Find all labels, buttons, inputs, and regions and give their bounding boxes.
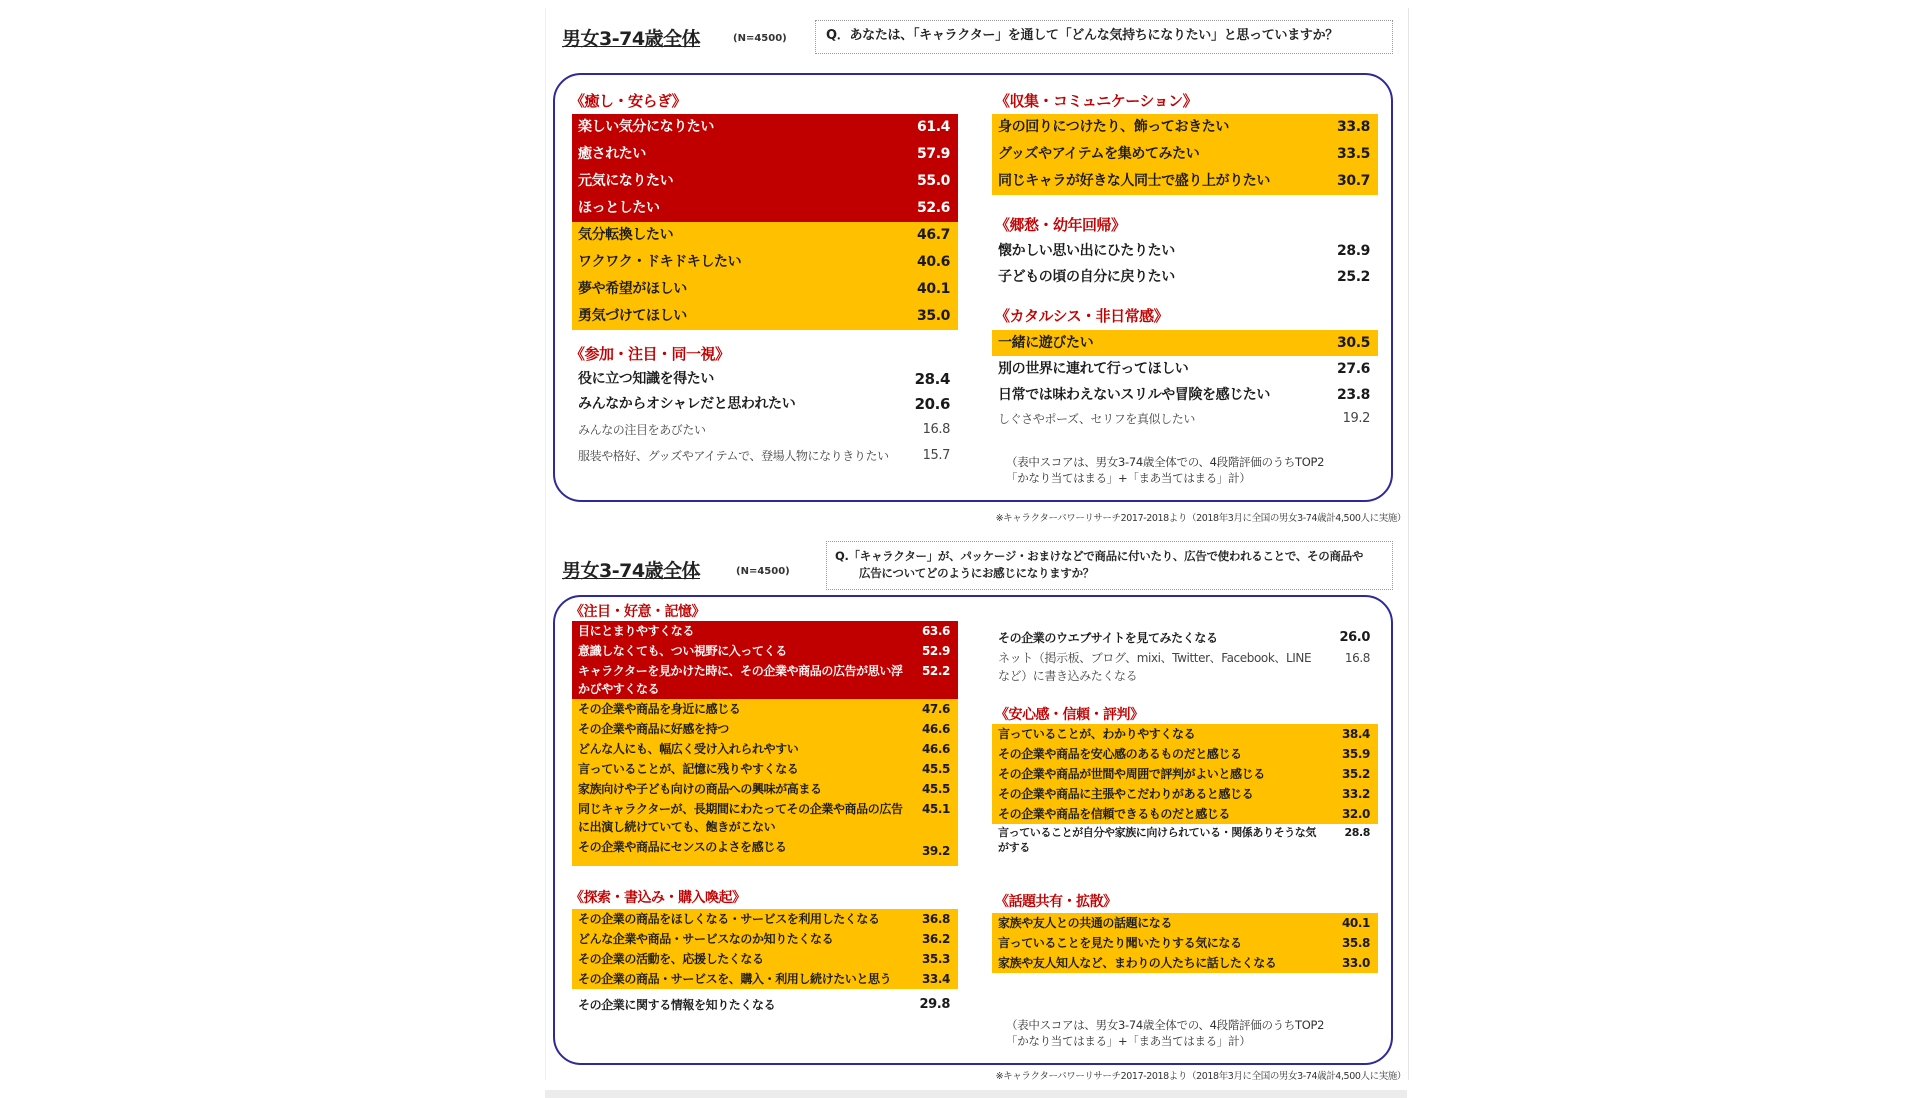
bottom-score-note	[1006, 1017, 1324, 1049]
category-heading-sharing: 《話題共有・拡散》	[995, 894, 1117, 910]
row-value: 52.6	[917, 200, 950, 216]
result-row	[992, 724, 1378, 744]
row-value: 15.7	[922, 448, 950, 463]
row-label: その企業や商品を身近に感じる	[578, 702, 741, 716]
note-line: （表中スコアは、男女3-74歳全体での、4段階評価のうちTOP2	[1006, 455, 1325, 469]
category-list-collection	[992, 114, 1378, 195]
bottom-question-line: 広告についてどのようにお感じになりますか？	[859, 566, 1094, 580]
row-value: 33.2	[1341, 787, 1370, 801]
row-label: 身の回りにつけたり、飾っておきたい	[998, 119, 1229, 135]
top-sample-size: (N=4500)	[733, 33, 787, 44]
result-row	[572, 699, 958, 719]
row-value: 63.6	[921, 624, 950, 638]
row-label: 懐かしい思い出にひたりたい	[998, 243, 1175, 259]
row-value: 40.1	[1341, 916, 1370, 930]
result-row	[572, 114, 958, 141]
row-label: 言っていることを見たり聞いたりする気になる	[998, 936, 1242, 950]
row-value: 20.6	[914, 395, 950, 413]
category-list-nostalgia	[992, 238, 1378, 290]
category-list-website	[992, 628, 1378, 686]
row-label: 言っていることが、わかりやすくなる	[998, 727, 1196, 741]
category-heading-catharsis: 《カタルシス・非日常感》	[995, 307, 1169, 325]
result-row	[572, 621, 958, 641]
result-row	[992, 953, 1378, 973]
row-value: 32.0	[1341, 807, 1370, 821]
row-value: 28.4	[914, 370, 950, 388]
row-label: 同じキャラが好きな人同士で盛り上がりたい	[998, 173, 1270, 189]
result-row	[992, 744, 1378, 764]
row-value: 35.3	[921, 952, 950, 966]
category-heading-exploration: 《探索・書込み・購入喚起》	[570, 890, 746, 906]
category-list-participation	[572, 367, 958, 469]
page-bottom-edge	[545, 1090, 1407, 1098]
row-label: その企業の活動を、応援したくなる	[578, 952, 764, 966]
row-value: 35.2	[1341, 767, 1370, 781]
row-label: しぐさやポーズ、セリフを真似したい	[998, 412, 1195, 426]
row-value: 27.6	[1337, 361, 1370, 377]
result-row	[992, 913, 1378, 933]
row-value: 40.1	[917, 281, 950, 297]
row-label: その企業の商品・サービスを、購入・利用し続けたいと思う	[578, 972, 892, 986]
result-row	[992, 141, 1378, 168]
bottom-question-box	[826, 541, 1393, 590]
result-row	[572, 303, 958, 330]
row-value: 28.8	[1344, 826, 1370, 839]
category-list-healing	[572, 114, 958, 330]
result-row	[992, 168, 1378, 195]
row-value: 23.8	[1337, 387, 1370, 403]
row-value: 33.5	[1337, 146, 1370, 162]
bottom-question-line: Q.「キャラクター」が、パッケージ・おまけなどで商品に付いたり、広告で使われることで、その商品や	[835, 549, 1364, 563]
row-label: 意識しなくても、つい視野に入ってくる	[578, 644, 787, 658]
category-heading-participation: 《参加・注目・同一視》	[570, 345, 730, 363]
result-row	[572, 641, 958, 661]
row-label: 家族向けや子ども向けの商品への興味が高まる	[578, 782, 822, 796]
row-label: ネット（掲示板、ブログ、mixi、Twitter、Facebook、LINEなど）に書き込みたくなる	[998, 651, 1312, 683]
row-label: 服装や格好、グッズやアイテムで、登場人物になりきりたい	[578, 449, 889, 463]
category-list-catharsis	[992, 330, 1378, 430]
row-label: どんな企業や商品・サービスなのか知りたくなる	[578, 932, 834, 946]
row-value: 35.9	[1341, 747, 1370, 761]
result-row	[572, 417, 958, 443]
row-value: 57.9	[917, 146, 950, 162]
result-row	[572, 276, 958, 303]
row-value: 26.0	[1339, 630, 1370, 645]
result-row	[992, 648, 1378, 686]
row-value: 16.8	[1344, 651, 1370, 665]
row-value: 29.8	[919, 997, 950, 1012]
top-question-box	[815, 20, 1393, 54]
row-value: 33.0	[1341, 956, 1370, 970]
top-question-text: Q．あなたは、「キャラクター」を通して「どんな気持ちになりたい」と思っていますか？	[826, 28, 1338, 43]
row-label: その企業や商品を信頼できるものだと感じる	[998, 807, 1231, 821]
result-row	[572, 969, 958, 989]
category-heading-healing: 《癒し・安らぎ》	[570, 92, 687, 110]
result-row	[992, 330, 1378, 356]
top-source-footnote: ※キャラクターパワーリサーチ2017-2018より（2018年3月に全国の男女3-74歳計4,500人に実施）	[995, 513, 1406, 524]
result-row	[992, 824, 1378, 856]
row-value: 40.6	[917, 254, 950, 270]
row-label: その企業の商品をほしくなる・サービスを利用したくなる	[578, 912, 880, 926]
note-line: 「かなり当てはまる」+「まあ当てはまる」計）	[1006, 1034, 1251, 1048]
result-row	[992, 804, 1378, 824]
result-row	[572, 443, 958, 469]
category-heading-attention: 《注目・好意・記憶》	[570, 604, 705, 620]
row-value: 52.9	[921, 644, 950, 658]
category-list-attention	[572, 621, 958, 866]
row-value: 46.7	[917, 227, 950, 243]
row-value: 28.9	[1337, 243, 1370, 259]
row-label: 癒されたい	[578, 146, 646, 162]
row-value: 45.1	[921, 802, 950, 816]
result-row	[572, 995, 958, 1015]
result-row	[572, 195, 958, 222]
row-label: みんなの注目をあびたい	[578, 423, 706, 437]
result-row	[572, 392, 958, 417]
row-value: 55.0	[917, 173, 950, 189]
row-value: 30.7	[1337, 173, 1370, 189]
row-value: 46.6	[921, 722, 950, 736]
category-list-exploration	[572, 909, 958, 1015]
row-value: 30.5	[1337, 335, 1370, 351]
result-row	[992, 114, 1378, 141]
result-row	[992, 408, 1378, 430]
top-score-note	[1006, 454, 1324, 486]
result-row	[992, 628, 1378, 648]
row-label: 夢や希望がほしい	[578, 281, 687, 297]
result-row	[572, 222, 958, 249]
bottom-sample-size: (N=4500)	[736, 566, 790, 577]
row-value: 61.4	[917, 119, 950, 135]
row-label: どんな人にも、幅広く受け入れられやすい	[578, 742, 799, 756]
row-label: みんなからオシャレだと思われたい	[578, 396, 796, 412]
row-label: その企業や商品を安心感のあるものだと感じる	[998, 747, 1242, 761]
row-label: 家族や友人との共通の話題になる	[998, 916, 1173, 930]
result-row	[572, 909, 958, 929]
result-row	[572, 929, 958, 949]
row-value: 52.2	[921, 664, 950, 678]
row-value: 36.8	[921, 912, 950, 926]
result-row	[992, 933, 1378, 953]
row-label: ワクワク・ドキドキしたい	[578, 254, 742, 270]
row-label: キャラクターを見かけた時に、その企業や商品の広告が思い浮かびやすくなる	[578, 664, 903, 696]
result-row	[572, 168, 958, 195]
row-label: 別の世界に連れて行ってほしい	[998, 361, 1189, 377]
result-row	[572, 739, 958, 759]
result-row	[992, 356, 1378, 382]
result-row	[992, 382, 1378, 408]
category-heading-collection: 《収集・コミュニケーション》	[995, 92, 1198, 110]
result-row	[572, 799, 958, 837]
row-value: 46.6	[921, 742, 950, 756]
result-row	[572, 661, 958, 699]
result-row	[572, 719, 958, 739]
result-row	[992, 764, 1378, 784]
row-value: 33.4	[921, 972, 950, 986]
row-label: 楽しい気分になりたい	[578, 119, 714, 135]
row-label: 勇気づけてほしい	[578, 308, 687, 324]
row-label: その企業に関する情報を知りたくなる	[578, 998, 776, 1012]
row-label: 言っていることが、記憶に残りやすくなる	[578, 762, 799, 776]
row-label: 言っていることが自分や家族に向けられている・関係ありそうな気がする	[998, 826, 1316, 854]
row-label: その企業や商品が世間や周囲で評判がよいと感じる	[998, 767, 1265, 781]
row-label: 気分転換したい	[578, 227, 674, 243]
category-heading-trust: 《安心感・信頼・評判》	[995, 707, 1144, 723]
row-value: 45.5	[921, 762, 950, 776]
row-value: 39.2	[921, 844, 950, 858]
row-label: その企業や商品に主張やこだわりがあると感じる	[998, 787, 1254, 801]
result-row	[572, 779, 958, 799]
result-row	[572, 837, 958, 866]
result-row	[572, 249, 958, 276]
row-value: 47.6	[921, 702, 950, 716]
top-section-title: 男女3-74歳全体	[562, 28, 701, 50]
result-row	[992, 264, 1378, 290]
row-value: 35.0	[917, 308, 950, 324]
row-label: 目にとまりやすくなる	[578, 624, 695, 638]
row-label: 元気になりたい	[578, 173, 674, 189]
row-label: グッズやアイテムを集めてみたい	[998, 146, 1200, 162]
row-value: 19.2	[1342, 411, 1370, 426]
row-value: 45.5	[921, 782, 950, 796]
row-label: 役に立つ知識を得たい	[578, 371, 714, 387]
result-row	[572, 949, 958, 969]
row-value: 36.2	[921, 932, 950, 946]
row-value: 35.8	[1341, 936, 1370, 950]
row-value: 33.8	[1337, 119, 1370, 135]
category-list-trust	[992, 724, 1378, 856]
row-label: 子どもの頃の自分に戻りたい	[998, 269, 1175, 285]
row-value: 16.8	[922, 422, 950, 437]
note-line: （表中スコアは、男女3-74歳全体での、4段階評価のうちTOP2	[1006, 1018, 1325, 1032]
bottom-section-title: 男女3-74歳全体	[562, 560, 701, 582]
result-row	[572, 759, 958, 779]
result-row	[572, 141, 958, 168]
row-label: 日常では味わえないスリルや冒険を感じたい	[998, 387, 1270, 403]
result-row	[992, 238, 1378, 264]
row-label: 同じキャラクターが、長期間にわたってその企業や商品の広告に出演し続けていても、飽きがこない	[578, 802, 903, 834]
row-label: その企業や商品にセンスのよさを感じる	[578, 840, 787, 854]
row-label: 家族や友人知人など、まわりの人たちに話したくなる	[998, 956, 1277, 970]
row-label: その企業のウエブサイトを見てみたくなる	[998, 631, 1218, 645]
category-heading-nostalgia: 《郷愁・幼年回帰》	[995, 216, 1126, 234]
row-label: その企業や商品に好感を持つ	[578, 722, 729, 736]
result-row	[992, 784, 1378, 804]
category-list-sharing	[992, 913, 1378, 973]
row-label: ほっとしたい	[578, 200, 660, 216]
row-value: 38.4	[1341, 727, 1370, 741]
row-label: 一緒に遊びたい	[998, 335, 1094, 351]
bottom-source-footnote: ※キャラクターパワーリサーチ2017-2018より（2018年3月に全国の男女3-74歳計4,500人に実施）	[995, 1071, 1406, 1082]
row-value: 25.2	[1337, 269, 1370, 285]
result-row	[572, 367, 958, 392]
note-line: 「かなり当てはまる」+「まあ当てはまる」計）	[1006, 471, 1251, 485]
